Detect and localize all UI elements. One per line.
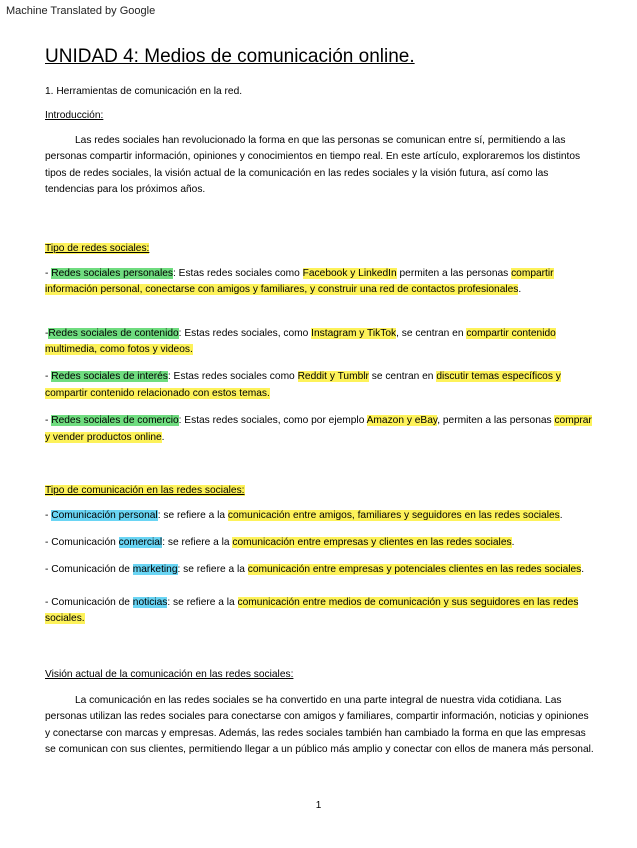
term-interest: Redes sociales de interés [51, 371, 168, 383]
comm-heading: Tipo de comunicación en las redes sociales: [45, 485, 245, 497]
vision-heading: Visión actual de la comunicación en las redes sociales: [45, 668, 294, 680]
comm-item-personal: - Comunicación personal: se refiere a la comunicación entre amigos, familiares y seguidores en las redes sociales. [45, 509, 563, 521]
section-subtitle: 1. Herramientas de comunicación en la red. [45, 86, 243, 97]
types-heading: Tipo de redes sociales: [45, 243, 150, 255]
type-item-interest: - Redes sociales de interés: Estas redes sociales como Reddit y Tumblr se centran en discutir temas específicos y compartir contenido relacionado con estos temas. [45, 371, 561, 399]
comm-item-marketing: - Comunicación de marketing: se refiere a la comunicación entre empresas y potenciales clientes en las redes sociales. [45, 564, 585, 576]
term-personal: Redes sociales personales [51, 267, 173, 279]
comm-item-news: - Comunicación de noticias: se refiere a la comunicación entre medios de comunicación y sus seguidores en las redes sociales. [45, 596, 579, 625]
intro-paragraph: Las redes sociales han revolucionado la forma en que las personas se comunican entre sí, permitiendo a las personas compartir información, opiniones y conocimientos en tiempo real. En este artículo, exploraremos los distintos tipos de redes sociales, la visión actual de la comunicación en las redes sociales y la visión futura, así como las tendencias para los próximos años. [45, 134, 581, 196]
page-number: 1 [315, 800, 322, 811]
page-title: UNIDAD 4: Medios de comunicación online. [45, 46, 415, 67]
type-item-commerce: - Redes sociales de comercio: Estas redes sociales, como por ejemplo Amazon y eBay, permiten a las personas comprar y vender productos online. [45, 415, 592, 443]
term-content: Redes sociales de contenido [48, 327, 179, 339]
machine-translated-banner: Machine Translated by Google [6, 5, 156, 17]
document-body [45, 44, 595, 759]
vision-paragraph: La comunicación en las redes sociales se ha convertido en una parte integral de nuestra vida cotidiana. Las personas utilizan las redes sociales para conectarse con amigos y familiares, compartir información, noticias y opiniones y conectarse con marcas y empresas. Además, las redes sociales también han cambiado la forma en que las empresas se comunican con sus clientes, permitiendo llegar a un público más amplio y conectar con ellos de manera más personal. [45, 694, 594, 756]
type-item-content: -Redes sociales de contenido: Estas redes sociales, como Instagram y TikTok, se centran en compartir contenido multimedia, como fotos y videos. [45, 327, 556, 356]
type-item-personal: - Redes sociales personales: Estas redes sociales como Facebook y LinkedIn permiten a las personas compartir información personal, conectarse con amigos y familiares, y construir una red de contactos profesionales. [45, 267, 554, 296]
comm-item-commercial: - Comunicación comercial: se refiere a la comunicación entre empresas y clientes en las redes sociales. [45, 536, 515, 548]
term-commerce: Redes sociales de comercio [51, 415, 179, 427]
intro-heading: Introducción: [45, 110, 104, 122]
